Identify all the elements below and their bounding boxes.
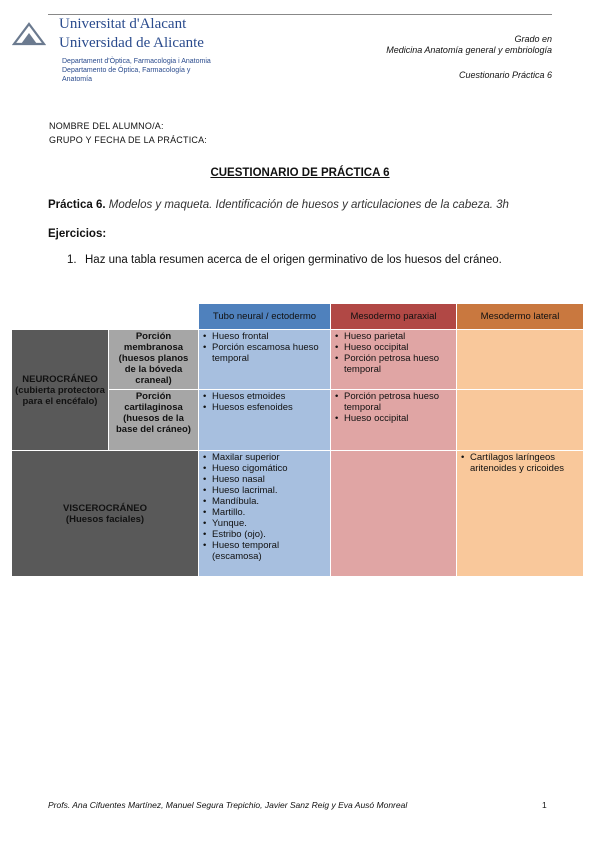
- cartilaginosa-lateral-cell: [457, 390, 584, 451]
- membranosa-title: Porción membranosa: [123, 331, 184, 353]
- cartilaginosa-paraxial-cell: [331, 390, 457, 451]
- list-item: • Hueso temporal (escamosa): [212, 540, 327, 562]
- header-paraxial-mesoderm: Mesodermo paraxial: [331, 304, 457, 330]
- viscerocranio-label: [12, 451, 199, 577]
- university-name-ca: Universitat d'Alacant: [59, 16, 187, 32]
- neurocranio-label: [12, 330, 109, 451]
- question-text: Haz una tabla resumen acerca de el origen germinativo de los huesos del cráneo.: [85, 254, 502, 266]
- cartilaginosa-neural-cell: [199, 390, 331, 451]
- header-rule: [48, 14, 552, 15]
- header-grado: Grado en: [514, 34, 552, 44]
- question-number: 1.: [67, 254, 77, 266]
- cartilaginosa-title: Porción cartilaginosa: [124, 391, 183, 413]
- membranosa-neural-cell: [199, 330, 331, 390]
- list-item: • Porción escamosa hueso temporal: [212, 342, 327, 364]
- membranosa-subtitle: (huesos planos de la bóveda craneal): [118, 353, 189, 386]
- header-neural-tube: Tubo neural / ectodermo: [199, 304, 331, 330]
- list-item: • Porción petrosa hueso temporal: [344, 391, 453, 413]
- practica-label: Práctica 6.: [48, 199, 106, 211]
- list-item: • Hueso occipital: [344, 342, 453, 353]
- neurocranio-subtitle: (cubierta protectora para el encéfalo): [15, 384, 105, 407]
- list-item: • Hueso occipital: [344, 413, 453, 424]
- membranosa-label: [109, 330, 199, 390]
- membranosa-lateral-cell: [457, 330, 584, 390]
- list-item: • Hueso lacrimal.: [212, 485, 327, 496]
- list-item: • Yunque.: [212, 518, 327, 529]
- student-group-label: GRUPO Y FECHA DE LA PRÁCTICA:: [49, 135, 208, 145]
- university-logo: [12, 16, 212, 83]
- viscerocranio-paraxial-cell: [331, 451, 457, 577]
- university-logo-icon: [12, 22, 46, 46]
- list-item: • Hueso parietal: [344, 331, 453, 342]
- header-quiz: Cuestionario Práctica 6: [458, 70, 552, 80]
- footer-authors: Profs. Ana Cifuentes Martínez, Manuel Segura Trepichio, Javier Sanz Reig y Eva Ausó Monreal: [48, 800, 408, 810]
- practica-description: Modelos y maqueta. Identificación de huesos y articulaciones de la cabeza. 3h: [108, 199, 509, 211]
- question-1: [67, 254, 502, 266]
- cartilaginosa-label: [109, 390, 199, 451]
- neurocranio-title: NEUROCRÁNEO: [22, 373, 98, 385]
- list-item: • Porción petrosa hueso temporal: [344, 353, 453, 375]
- list-item: • Cartílagos laríngeos aritenoides y cricoides: [470, 452, 580, 474]
- viscerocranio-lateral-cell: [457, 451, 584, 577]
- list-item: • Huesos etmoides: [212, 391, 327, 402]
- list-item: • Martillo.: [212, 507, 327, 518]
- viscerocranio-neural-cell: [199, 451, 331, 577]
- list-item: • Hueso nasal: [212, 474, 327, 485]
- page-title: CUESTIONARIO DE PRÁCTICA 6: [210, 167, 390, 179]
- header-lateral-mesoderm: Mesodermo lateral: [457, 304, 584, 330]
- list-item: • Huesos esfenoides: [212, 402, 327, 413]
- list-item: • Estribo (ojo).: [212, 529, 327, 540]
- exercises-heading: Ejercicios:: [48, 228, 107, 240]
- practica-line: [48, 199, 509, 211]
- viscerocranio-title: VISCEROCRÁNEO: [63, 502, 147, 514]
- department-name-ca: Departament d'Òptica, Farmacologia i Anatomia: [62, 58, 211, 65]
- list-item: • Maxilar superior: [212, 452, 327, 463]
- list-item: • Mandíbula.: [212, 496, 327, 507]
- student-name-label: NOMBRE DEL ALUMNO/A:: [49, 121, 164, 131]
- table-corner: [12, 304, 199, 330]
- page-number: 1: [542, 800, 547, 810]
- university-name-es: Universidad de Alicante: [59, 35, 204, 51]
- list-item: • Hueso frontal: [212, 331, 327, 342]
- viscerocranio-subtitle: (Huesos faciales): [65, 513, 145, 525]
- department-name-es: Departamento de Óptica, Farmacología y Anatomía: [62, 67, 191, 83]
- header-course: Medicina Anatomía general y embriología: [386, 45, 552, 55]
- germinal-origin-table: [11, 303, 584, 577]
- membranosa-paraxial-cell: [331, 330, 457, 390]
- cartilaginosa-subtitle: (huesos de la base del cráneo): [116, 413, 191, 435]
- list-item: • Hueso cigomático: [212, 463, 327, 474]
